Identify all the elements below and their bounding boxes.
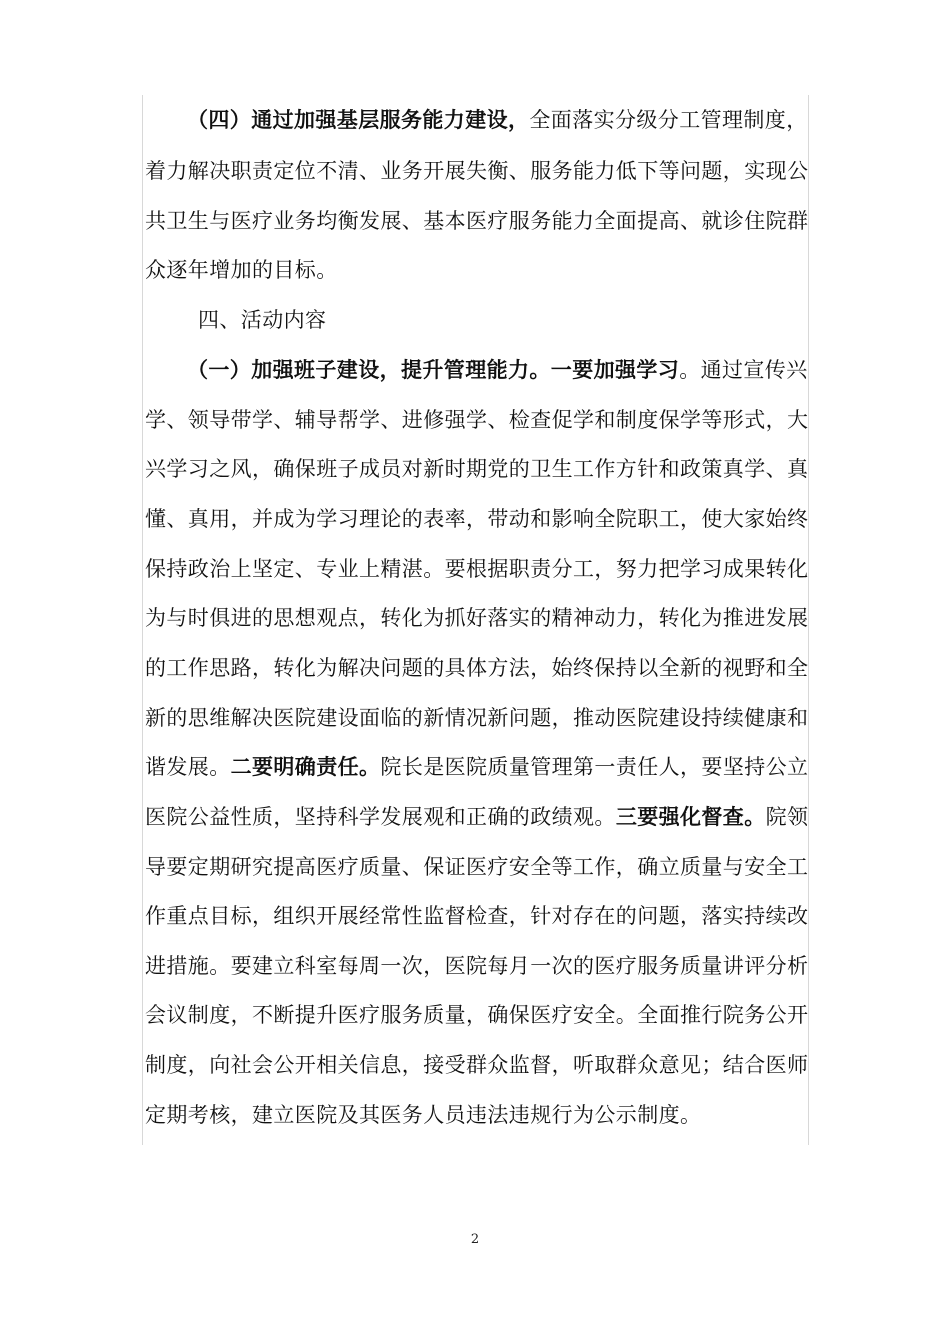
section-heading xyxy=(198,302,840,338)
text-run: 众逐年增加的目标。 xyxy=(145,258,338,282)
text-line xyxy=(145,252,840,288)
text-line xyxy=(145,551,840,587)
text-run: 医院公益性质，坚持科学发展观和正确的政绩观。 xyxy=(145,805,616,829)
text-run: 保持政治上坚定、专业上精湛。要根据职责分工，努力把学习成果转化 xyxy=(145,557,809,581)
text-run: 定期考核，建立医院及其医务人员违法违规行为公示制度。 xyxy=(145,1103,702,1127)
text-run: 为与时俱进的思想观点，转化为抓好落实的精神动力，转化为推进发展 xyxy=(145,606,809,630)
text-run: 兴学习之风，确保班子成员对新时期党的卫生工作方针和政策真学、真 xyxy=(145,457,809,481)
text-run: 着力解决职责定位不清、业务开展失衡、服务能力低下等问题，实现公 xyxy=(145,159,809,183)
page-number: 2 xyxy=(470,1232,480,1247)
text-run: 四、活动内容 xyxy=(198,308,327,332)
text-run: 院领 xyxy=(765,805,809,829)
text-run: 的工作思路，转化为解决问题的具体方法，始终保持以全新的视野和全 xyxy=(145,656,809,680)
text-line xyxy=(145,203,840,239)
text-run: 。通过宣传兴 xyxy=(679,358,808,382)
text-run: 谐发展。 xyxy=(145,755,231,779)
text-run: 新的思维解决医院建设面临的新情况新问题，推动医院建设持续健康和 xyxy=(145,706,809,730)
text-line xyxy=(145,650,840,686)
text-line xyxy=(145,849,840,885)
text-run: 导要定期研究提高医疗质量、保证医疗安全等工作，确立质量与安全工 xyxy=(145,855,809,879)
text-run: （一）加强班子建设，提升管理能力。一要加强学习 xyxy=(187,357,680,382)
text-line xyxy=(145,600,840,636)
text-line xyxy=(187,352,840,388)
text-run: 作重点目标，组织开展经常性监督检查，针对存在的问题，落实持续改 xyxy=(145,904,809,928)
text-line xyxy=(145,898,840,934)
text-line xyxy=(145,501,840,537)
text-line xyxy=(145,799,840,835)
text-line xyxy=(145,153,840,189)
text-run: 制度，向社会公开相关信息，接受群众监督，听取群众意见；结合医师 xyxy=(145,1053,809,1077)
text-line xyxy=(145,700,840,736)
left-margin-guide xyxy=(142,95,143,1145)
text-line xyxy=(145,402,840,438)
text-run: 全面落实分级分工管理制度， xyxy=(529,108,808,132)
text-run: 三要强化督查。 xyxy=(615,804,766,829)
text-line xyxy=(145,451,840,487)
text-line xyxy=(145,948,840,984)
text-run: 学、领导带学、辅导帮学、进修强学、检查促学和制度保学等形式，大 xyxy=(145,408,809,432)
text-run: 懂、真用，并成为学习理论的表率，带动和影响全院职工，使大家始终 xyxy=(145,507,809,531)
text-run: 会议制度，不断提升医疗服务质量，确保医疗安全。全面推行院务公开 xyxy=(145,1003,809,1027)
text-run: 院长是医院质量管理第一责任人，要坚持公立 xyxy=(380,755,809,779)
text-line xyxy=(187,102,840,138)
text-run: 二要明确责任。 xyxy=(230,754,381,779)
text-run: （四）通过加强基层服务能力建设， xyxy=(187,107,530,132)
text-line xyxy=(145,1097,840,1133)
text-line xyxy=(145,997,840,1033)
text-line xyxy=(145,1047,840,1083)
text-run: 共卫生与医疗业务均衡发展、基本医疗服务能力全面提高、就诊住院群 xyxy=(145,209,809,233)
text-run: 进措施。要建立科室每周一次，医院每月一次的医疗服务质量讲评分析 xyxy=(145,954,809,978)
text-line xyxy=(145,749,840,785)
